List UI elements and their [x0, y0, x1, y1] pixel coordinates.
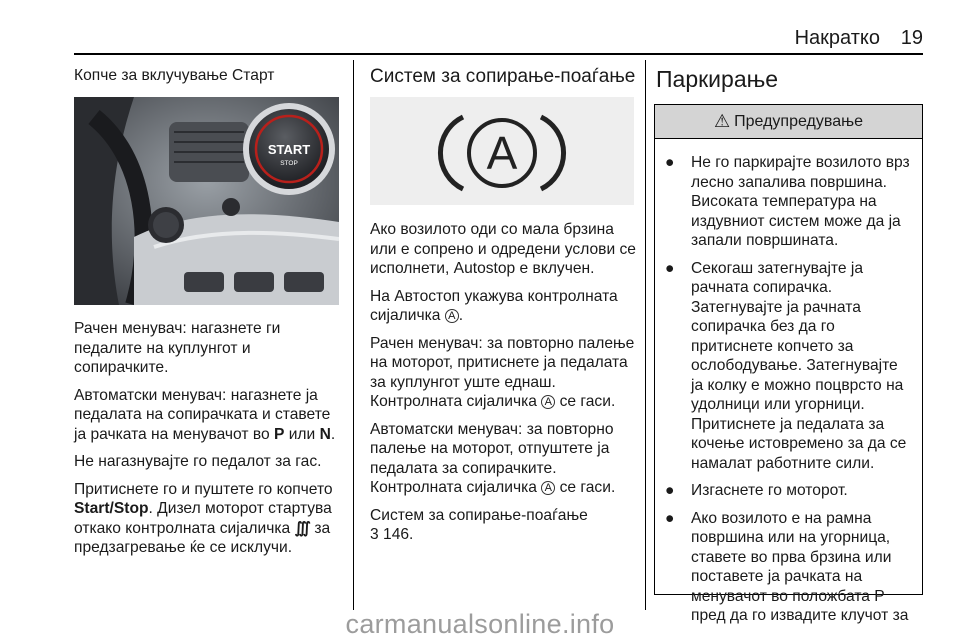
parking-heading: Паркирање	[656, 66, 779, 92]
no-gas-paragraph: Не нагазнувајте го педалот за гас.	[74, 453, 322, 470]
autostop-indicator-icon: A	[541, 481, 555, 495]
page-number: 19	[900, 27, 923, 49]
autostop-letter: A	[486, 127, 518, 179]
glow-plug-icon: ∭	[294, 519, 310, 537]
cross-reference-paragraph: Систем за сопирање-поаѓање 3 146.	[370, 506, 588, 543]
bullet-icon: ●	[665, 509, 675, 527]
header-rule	[74, 53, 923, 55]
automatic-restart-paragraph: Автоматски менувач: за повторно палење на моторот, отпуштете ја педалата за сопирачките. Контролната сијаличка A се гаси.	[370, 420, 616, 496]
warning-bullet: ● Секогаш затегнувајте ја рачната сопирачка. Затегнувајте ја рачната сопирачка без да го притиснете копчето за ослободување. Затегнувајте ја колку е можно поцврсто на удолници или угорници. Притиснете ја педалата за кочење истовремено за да се намалат работните сили.	[665, 259, 907, 472]
bullet-icon: ●	[665, 154, 675, 171]
automatic-transmission-paragraph: Автоматски менувач: нагазнете ја педалата на сопирачката и ставете ја рачката на менувачот во P или N.	[74, 386, 336, 443]
cross-reference-link[interactable]: 3 146.	[370, 526, 414, 543]
bullet-icon: ●	[665, 482, 675, 499]
start-stop-paragraph: Притиснете го и пуштете го копчето Start/Stop. Дизел моторот стартува откако контролната сијаличка ∭ за предзагревање ќе се исклучи.	[74, 480, 333, 556]
dashboard-illustration	[74, 97, 339, 305]
left-column-text	[74, 319, 342, 566]
column-divider-1	[353, 60, 354, 610]
warning-title: Предупредување	[734, 112, 863, 130]
start-button-heading: Копче за вклучување Старт	[74, 67, 275, 84]
warning-header	[655, 105, 922, 139]
autostop-indicator-icon: A	[541, 395, 555, 409]
autostop-icon	[370, 97, 634, 205]
warning-bullet: ● Ако возилото е на рамна површина или на угорница, ставете во прва брзина или поставете ја рачката на менувачот во положбата P пред да го извадите клучот за	[665, 509, 909, 624]
middle-column-text	[370, 220, 638, 553]
stop-label: STOP	[280, 160, 298, 167]
autostop-indicator-paragraph: На Автостоп укажува контролната сијаличка A .	[370, 287, 618, 324]
start-label: START	[267, 142, 311, 157]
warning-bullet: ● Не го паркирајте возилото врз лесно запалива површина. Високата температура на издувниот систем може да ја запали површината.	[665, 154, 910, 249]
start-button-photo	[74, 97, 339, 305]
warning-body	[655, 139, 922, 626]
autostop-indicator-icon: A	[445, 309, 459, 323]
warning-bullet: ● Изгаснете го моторот.	[665, 482, 848, 499]
bullet-icon: ●	[665, 259, 675, 277]
column-divider-2	[645, 60, 646, 610]
stop-start-heading: Систем за сопирање-поаѓање	[370, 66, 636, 87]
watermark: carmanualsonline.info	[345, 609, 615, 639]
reference-arrow-icon: 3	[370, 526, 379, 543]
warning-box	[654, 104, 923, 624]
warning-triangle-icon: ⚠	[714, 111, 731, 131]
running-header-title: Накратко	[794, 27, 880, 49]
autostop-icon-panel	[370, 97, 634, 205]
manual-restart-paragraph: Рачен менувач: за повторно палење на моторот, притиснете ја педалата за куплунгот уште еднаш. Контролната сијаличка A се гаси.	[370, 334, 635, 410]
autostop-condition-paragraph: Ако возилото оди со мала брзина или е сопрено и одредени услови се исполнети, Autostop е вклучен.	[370, 221, 636, 277]
manual-transmission-paragraph: Рачен менувач: нагазнете ги педалите на куплунгот и сопирачките.	[74, 320, 281, 376]
